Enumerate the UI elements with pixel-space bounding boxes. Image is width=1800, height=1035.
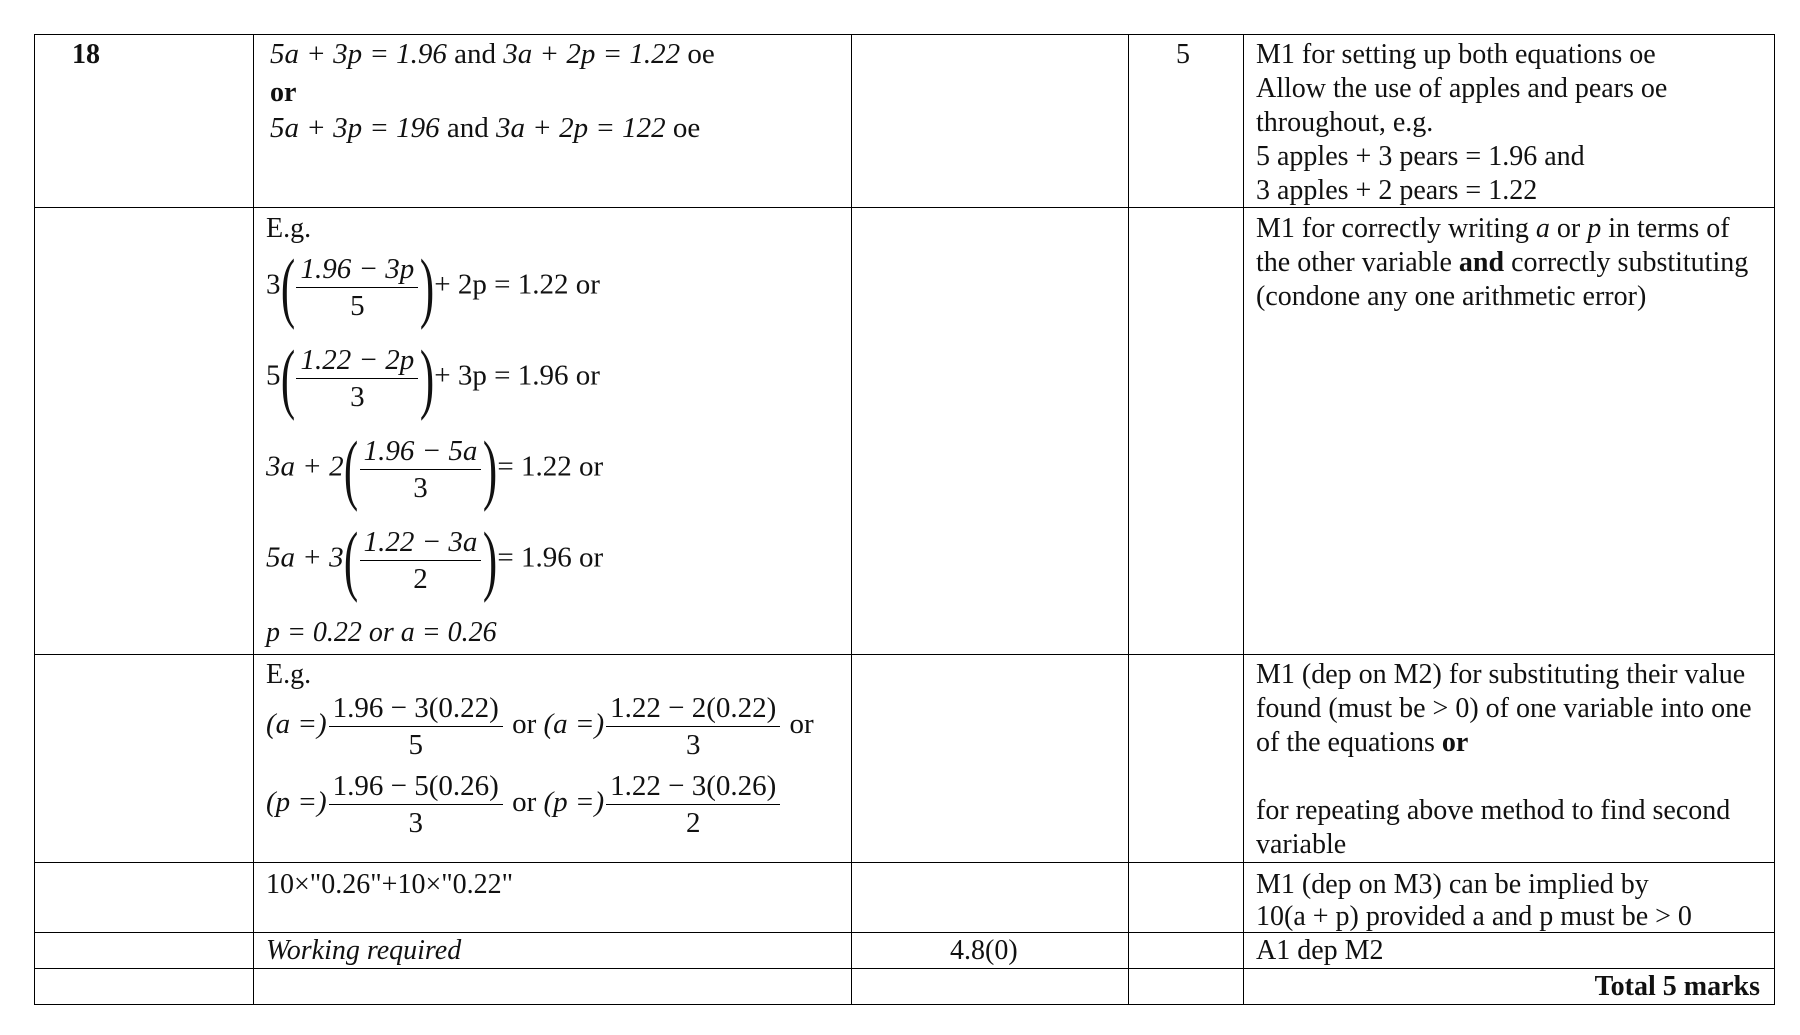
denominator: 3 xyxy=(408,807,423,839)
question-number: 18 xyxy=(72,39,100,70)
guidance-text xyxy=(1256,658,1761,760)
column-divider xyxy=(851,34,852,1005)
open-paren: ( xyxy=(343,516,358,603)
or-label: or xyxy=(782,708,814,741)
oe-label: oe xyxy=(665,112,701,144)
guidance-segment: or xyxy=(1441,727,1469,758)
column-divider xyxy=(34,34,35,1005)
working-expression: 10×"0.26"+10×"0.22" xyxy=(266,869,514,900)
fraction xyxy=(296,251,418,324)
close-paren: ) xyxy=(483,425,498,512)
column-divider xyxy=(1774,34,1775,1005)
working-required: Working required xyxy=(266,935,462,966)
guidance-segment: in terms of the other variable xyxy=(1256,213,1730,278)
fraction xyxy=(606,768,780,841)
guidance-text: for repeating above method to find second variable xyxy=(1256,795,1731,860)
eg-label: E.g. xyxy=(266,659,312,690)
denominator: 3 xyxy=(685,729,701,761)
fraction xyxy=(360,433,482,506)
numerator: 1.96 − 3p xyxy=(296,251,418,288)
guidance-line: Allow the use of apples and pears oe xyxy=(1256,73,1668,104)
denominator: 5 xyxy=(350,289,365,322)
close-paren: ) xyxy=(420,243,435,330)
equations-line-1 xyxy=(270,38,715,71)
value-substitution-line-1 xyxy=(266,690,814,763)
connector: and xyxy=(439,112,497,144)
table-border-bottom xyxy=(34,1004,1774,1005)
numerator: 1.22 − 2p xyxy=(296,342,418,379)
or-label: or xyxy=(270,77,297,108)
or-label: or xyxy=(504,708,544,741)
guidance-segment: or xyxy=(1549,213,1588,244)
equation: 5a + 3p = 1.96 xyxy=(270,38,447,70)
equation: 5a + 3p = 196 xyxy=(270,112,440,144)
coefficient: 5 xyxy=(266,359,281,392)
equations-line-2 xyxy=(270,112,700,145)
guidance-line: M1 (dep on M3) can be implied by xyxy=(1256,869,1649,900)
final-answer: 4.8(0) xyxy=(950,935,1018,966)
guidance-text xyxy=(1256,212,1761,314)
guidance-line: A1 dep M2 xyxy=(1256,935,1384,966)
column-divider xyxy=(1128,34,1129,1005)
denominator: 3 xyxy=(350,380,365,413)
coefficient: 3a + 2 xyxy=(266,450,344,483)
guidance-line: throughout, e.g. xyxy=(1256,107,1434,138)
close-paren: ) xyxy=(483,516,498,603)
mark-scheme-table xyxy=(34,34,1774,1005)
substitution-line-3 xyxy=(266,425,604,512)
guidance-line: 5 apples + 3 pears = 1.96 and xyxy=(1256,141,1585,172)
equation-tail: + 2p = 1.22 or xyxy=(434,268,600,301)
fraction xyxy=(296,342,418,415)
equation: 3a + 2p = 1.22 xyxy=(503,38,681,70)
denominator: 2 xyxy=(413,562,428,595)
fraction xyxy=(329,690,503,763)
guidance-segment: a xyxy=(1535,213,1550,244)
row-divider xyxy=(34,654,1774,655)
guidance-segment: and xyxy=(1458,247,1505,278)
guidance-line: 10(a + p) provided a and p must be > 0 xyxy=(1256,901,1692,932)
fraction xyxy=(606,690,780,763)
numerator: 1.96 − 5(0.26) xyxy=(329,768,503,805)
result-line: p = 0.22 or a = 0.26 xyxy=(266,617,497,648)
equation-tail: = 1.22 or xyxy=(497,450,604,483)
value-substitution-line-2 xyxy=(266,768,782,841)
row-divider xyxy=(34,862,1774,863)
substitution-line-1 xyxy=(266,243,600,330)
mark-value: 5 xyxy=(1176,39,1190,70)
oe-label: oe xyxy=(680,38,715,70)
substitution-line-2 xyxy=(266,334,600,421)
denominator: 2 xyxy=(685,807,701,839)
total-marks: Total 5 marks xyxy=(1594,971,1760,1002)
guidance-line: 3 apples + 2 pears = 1.22 xyxy=(1256,175,1538,206)
guidance-segment: correctly substituting (condone any one arithmetic error) xyxy=(1256,247,1749,312)
variable-label: (a =) xyxy=(543,708,605,741)
guidance-segment: M1 for correctly writing xyxy=(1256,213,1536,244)
variable-label: (a =) xyxy=(266,708,327,741)
variable-label: (p =) xyxy=(543,786,605,819)
equation: 3a + 2p = 122 xyxy=(496,112,666,144)
denominator: 5 xyxy=(408,729,423,761)
coefficient: 5a + 3 xyxy=(266,541,344,574)
connector: and xyxy=(446,38,504,70)
fraction xyxy=(360,524,482,597)
denominator: 3 xyxy=(413,471,428,504)
column-divider xyxy=(1243,34,1244,1005)
numerator: 1.96 − 5a xyxy=(360,433,482,470)
coefficient: 3 xyxy=(266,268,281,301)
table-border-top xyxy=(34,34,1774,35)
substitution-line-4 xyxy=(266,516,604,603)
equation-tail: = 1.96 or xyxy=(497,541,604,574)
open-paren: ( xyxy=(280,334,295,421)
numerator: 1.22 − 2(0.22) xyxy=(606,690,780,727)
or-label: or xyxy=(504,786,544,819)
numerator: 1.96 − 3(0.22) xyxy=(329,690,503,727)
column-divider xyxy=(253,34,254,1005)
variable-label: (p =) xyxy=(266,786,327,819)
numerator: 1.22 − 3(0.26) xyxy=(606,768,780,805)
row-divider xyxy=(34,968,1774,969)
guidance-segment: p xyxy=(1587,213,1602,244)
eg-label: E.g. xyxy=(266,213,312,244)
guidance-line: M1 for setting up both equations oe xyxy=(1256,39,1656,70)
equation-tail: + 3p = 1.96 or xyxy=(434,359,600,392)
guidance-segment: M1 (dep on M2) for substituting their value found (must be > 0) of one variable into one of the equations xyxy=(1256,659,1752,758)
open-paren: ( xyxy=(280,243,295,330)
numerator: 1.22 − 3a xyxy=(360,524,482,561)
close-paren: ) xyxy=(420,334,435,421)
fraction xyxy=(329,768,503,841)
open-paren: ( xyxy=(343,425,358,512)
